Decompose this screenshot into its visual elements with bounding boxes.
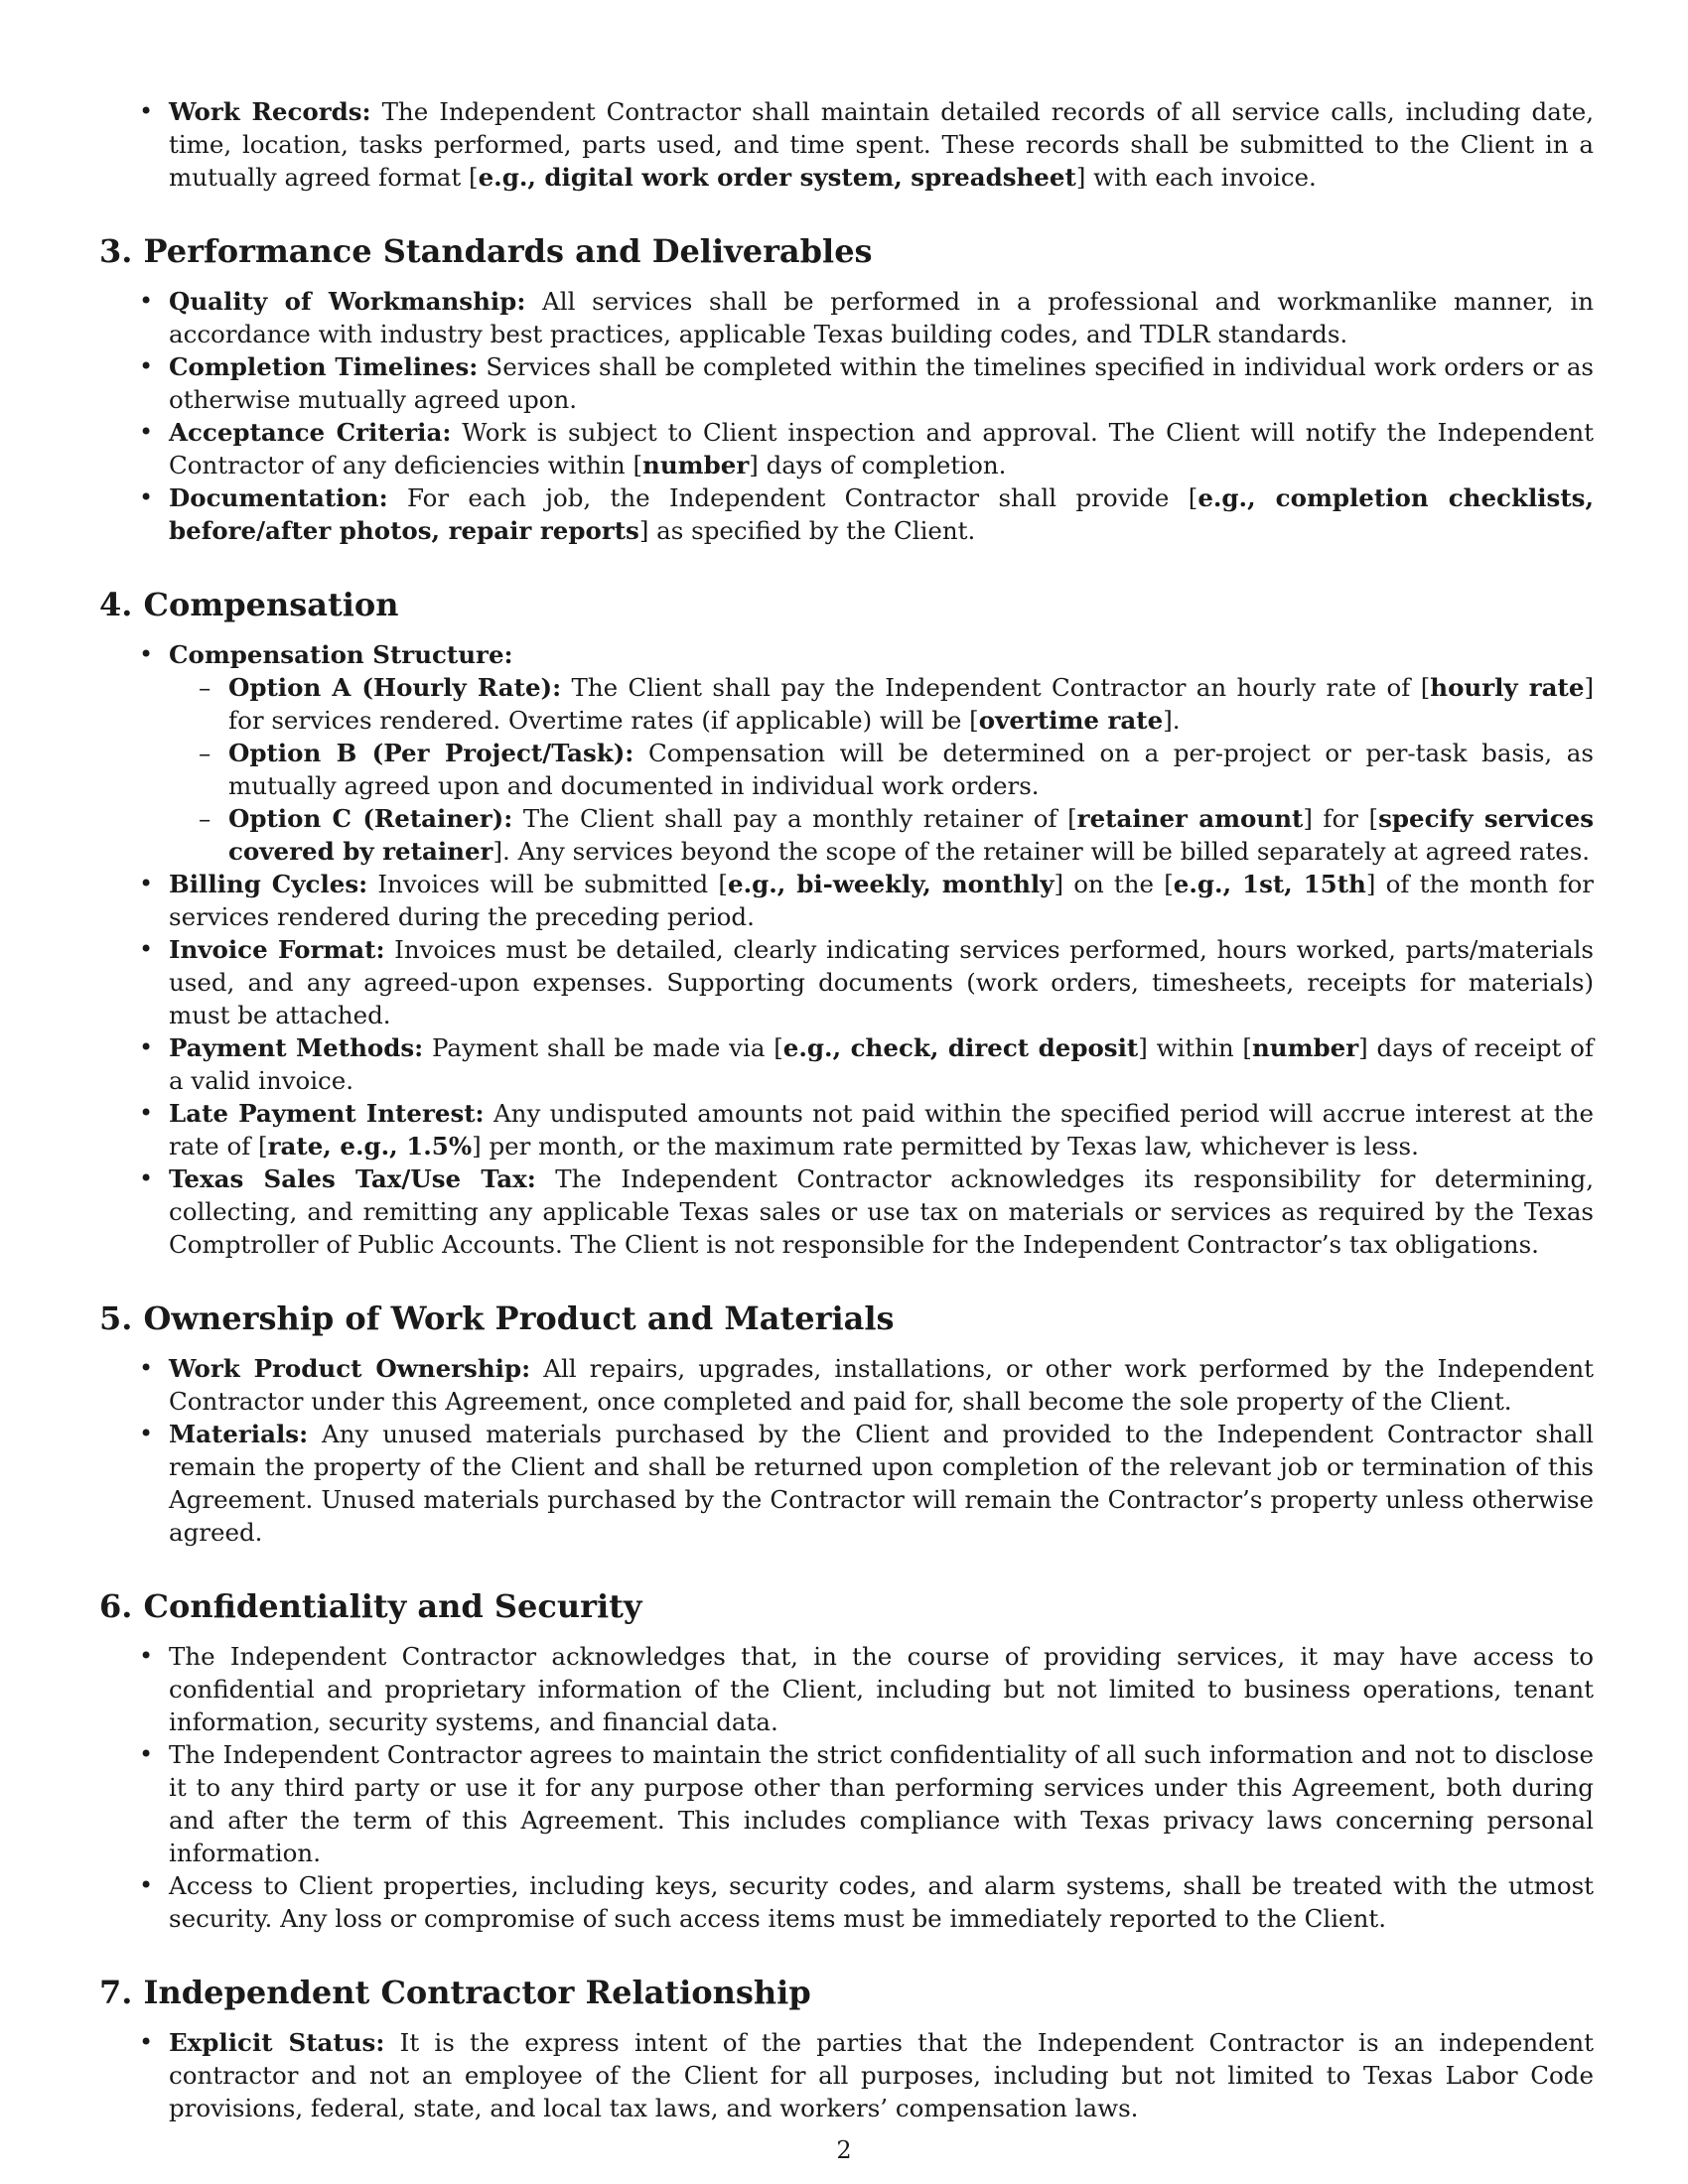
page-number: 2 bbox=[836, 2136, 852, 2164]
list-item: • Explicit Status: It is the express intent of the parties that the Independent Contractor is an independent contractor and not an employee of the Client for all purposes, including but not limited to Texas Labor Code provisions, federal, state, and local tax laws, and workers’ compensation laws. bbox=[169, 2026, 1594, 2124]
option-item: – Option C (Retainer): The Client shall pay a monthly retainer of [retainer amount] for [specify services covered by retainer]. Any services beyond the scope of the retainer will be billed separately at agreed rates. bbox=[228, 802, 1594, 868]
work-records-list bbox=[99, 95, 1594, 194]
list-item: • Materials: Any unused materials purchased by the Client and provided to the Independent Contractor shall remain the property of the Client and shall be returned upon completion of the relevant job or termination of this Agreement. Unused materials purchased by the Contractor will remain the Contractor’s property unless otherwise agreed. bbox=[169, 1418, 1594, 1549]
section-7-heading: 7. Independent Contractor Relationship bbox=[99, 1974, 811, 2011]
section-4-list bbox=[99, 638, 1594, 1261]
list-item: • Work Product Ownership: All repairs, upgrades, installations, or other work performed by the Independent Contractor under this Agreement, once completed and paid for, shall become the sole property of the Client. bbox=[169, 1352, 1594, 1418]
section-5-heading: 5. Ownership of Work Product and Materials bbox=[99, 1299, 895, 1337]
list-item: • The Independent Contractor acknowledges that, in the course of providing services, it may have access to confidential and proprietary information of the Client, including but not limited to business operations, tenant information, security systems, and financial data. bbox=[169, 1640, 1594, 1738]
list-item: • Texas Sales Tax/Use Tax: The Independent Contractor acknowledges its responsibility for determining, collecting, and remitting any applicable Texas sales or use tax on materials or services as required by the Texas Comptroller of Public Accounts. The Client is not responsible for the Independent Contractor’s tax obligations. bbox=[169, 1162, 1594, 1261]
list-item: • Documentation: For each job, the Independent Contractor shall provide [e.g., completion checklists, before/after photos, repair reports] as specified by the Client. bbox=[169, 481, 1594, 547]
section-3-heading: 3. Performance Standards and Deliverables bbox=[99, 232, 873, 270]
list-item: • Access to Client properties, including keys, security codes, and alarm systems, shall be treated with the utmost security. Any loss or compromise of such access items must be immediately reported to the Client. bbox=[169, 1869, 1594, 1935]
section-7-list bbox=[99, 2026, 1594, 2124]
list-item: • Quality of Workmanship: All services shall be performed in a professional and workmanlike manner, in accordance with industry best practices, applicable Texas building codes, and TDLR standards. bbox=[169, 285, 1594, 350]
list-item: • Completion Timelines: Services shall be completed within the timelines specified in individual work orders or as otherwise mutually agreed upon. bbox=[169, 350, 1594, 416]
section-3-list bbox=[99, 285, 1594, 547]
item-term: Work Records: bbox=[169, 97, 371, 126]
document-page bbox=[99, 95, 1594, 2124]
option-item: – Option B (Per Project/Task): Compensation will be determined on a per-project or per-task basis, as mutually agreed upon and documented in individual work orders. bbox=[228, 737, 1594, 802]
list-item: • Work Records: The Independent Contractor shall maintain detailed records of all service calls, including date, time, location, tasks performed, parts used, and time spent. These records shall be submitted to the Client in a mutually agreed format [e.g., digital work order system, spreadsheet] with each invoice. bbox=[169, 95, 1594, 194]
compensation-options-list bbox=[169, 671, 1594, 868]
list-item: • Acceptance Criteria: Work is subject to Client inspection and approval. The Client will notify the Independent Contractor of any deficiencies within [number] days of completion. bbox=[169, 416, 1594, 481]
section-5-list bbox=[99, 1352, 1594, 1549]
section-6-list bbox=[99, 1640, 1594, 1935]
list-item: • Late Payment Interest: Any undisputed amounts not paid within the specified period will accrue interest at the rate of [rate, e.g., 1.5%] per month, or the maximum rate permitted by Texas law, whichever is less. bbox=[169, 1097, 1594, 1162]
list-item: • Billing Cycles: Invoices will be submitted [e.g., bi-weekly, monthly] on the [e.g., 1st, 15th] of the month for services rendered during the preceding period. bbox=[169, 868, 1594, 933]
section-6-heading: 6. Confidentiality and Security bbox=[99, 1587, 642, 1625]
list-item: • Compensation Structure: – Option A (Hourly Rate): The Client shall pay the Independent Contractor an hourly rate of [hourly rate] for services rendered. Overtime rates (if applicable) will be [overtime rate]. – Option B (Per Project/Task): Compensation will be determined on a per-project or per-task basis, as mutually agreed upon and documented in individual work orders. – Option C (Retainer): The Client shall pay a monthly retainer of [retainer amount] for [specify services covered by retainer]. Any services beyond the scope of the retainer will be billed separately at agreed rates. bbox=[169, 638, 1594, 868]
list-item: • The Independent Contractor agrees to maintain the strict confidentiality of all such information and not to disclose it to any third party or use it for any purpose other than performing services under this Agreement, both during and after the term of this Agreement. This includes compliance with Texas privacy laws concerning personal information. bbox=[169, 1738, 1594, 1869]
section-4-heading: 4. Compensation bbox=[99, 586, 399, 623]
option-item: – Option A (Hourly Rate): The Client shall pay the Independent Contractor an hourly rate of [hourly rate] for services rendered. Overtime rates (if applicable) will be [overtime rate]. bbox=[228, 671, 1594, 737]
list-item: • Invoice Format: Invoices must be detailed, clearly indicating services performed, hours worked, parts/materials used, and any agreed-upon expenses. Supporting documents (work orders, timesheets, receipts for materials) must be attached. bbox=[169, 933, 1594, 1031]
list-item: • Payment Methods: Payment shall be made via [e.g., check, direct deposit] within [number] days of receipt of a valid invoice. bbox=[169, 1031, 1594, 1097]
